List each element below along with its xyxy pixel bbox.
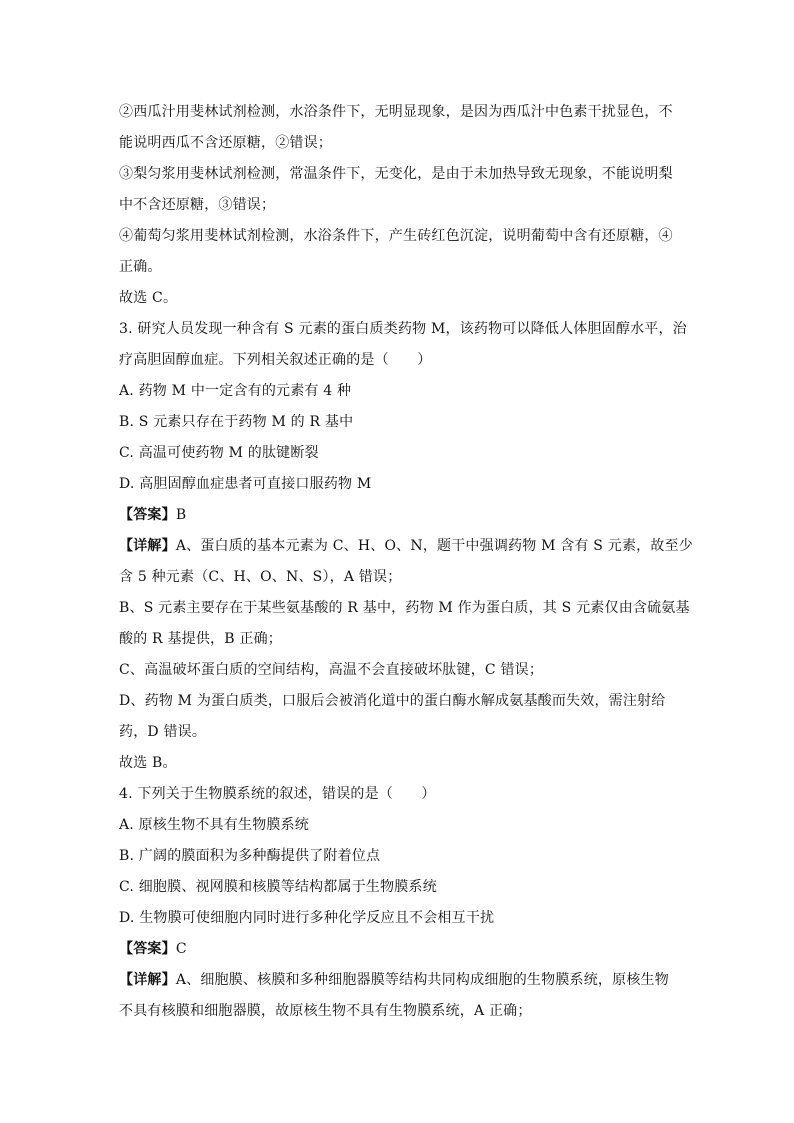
option-a: A. 药物 M 中一定含有的元素有 4 种 xyxy=(119,383,352,399)
text-line: ③梨匀浆用斐林试剂检测，常温条件下，无变化，是由于未加热导致无现象，不能说明梨 xyxy=(119,166,673,182)
text-line: 正确。 xyxy=(119,259,162,275)
explanation-line xyxy=(119,965,679,996)
answer-line xyxy=(119,500,679,531)
explanation-label: 【详解】 xyxy=(119,972,176,988)
explanation-text: A、蛋白质的基本元素为 C、H、O、N，题干中强调药物 M 含有 S 元素，故至少 xyxy=(175,538,693,554)
document-page xyxy=(119,97,693,1027)
option-b: B. 广阔的膜面积为多种酶提供了附着位点 xyxy=(119,848,381,864)
text-line: 中不含还原糖，③错误； xyxy=(119,197,276,213)
explanation-line xyxy=(119,531,693,562)
option-a: A. 原核生物不具有生物膜系统 xyxy=(119,817,310,833)
option-c: C. 细胞膜、视网膜和核膜等结构都属于生物膜系统 xyxy=(119,879,437,895)
option-b: B. S 元素只存在于药物 M 的 R 基中 xyxy=(119,414,354,430)
conclusion-line: 故选 B。 xyxy=(119,755,177,771)
answer-label: 【答案】 xyxy=(119,507,176,523)
option-d: D. 高胆固醇血症患者可直接口服药物 M xyxy=(119,476,372,492)
question-3-stem: 疗高胆固醇血症。下列相关叙述正确的是（ ） xyxy=(119,352,432,368)
answer-value: C xyxy=(175,941,187,957)
conclusion-line: 故选 C。 xyxy=(119,290,178,306)
text-line: C、高温破坏蛋白质的空间结构，高温不会直接破坏肽键，C 错误； xyxy=(119,662,544,678)
explanation-label: 【详解】 xyxy=(119,538,176,554)
question-3-stem: 3. 研究人员发现一种含有 S 元素的蛋白质类药物 M，该药物可以降低人体胆固醇水平，治 xyxy=(119,321,687,337)
option-c: C. 高温可使药物 M 的肽键断裂 xyxy=(119,445,319,461)
answer-line xyxy=(119,934,679,965)
answer-value: B xyxy=(175,507,187,523)
text-line: 不具有核膜和细胞器膜，故原核生物不具有生物膜系统，A 正确； xyxy=(119,1003,532,1019)
text-line: ②西瓜汁用斐林试剂检测，水浴条件下，无明显现象，是因为西瓜汁中色素干扰显色，不 xyxy=(119,104,673,120)
question-4-stem: 4. 下列关于生物膜系统的叙述，错误的是（ ） xyxy=(119,786,436,802)
text-line: 含 5 种元素（C、H、O、N、S），A 错误； xyxy=(119,569,402,585)
text-line: D、药物 M 为蛋白质类，口服后会被消化道中的蛋白酶水解成氨基酸而失效，需注射给 xyxy=(119,693,666,709)
text-line: 酸的 R 基提供，B 正确； xyxy=(119,631,282,647)
option-d: D. 生物膜可使细胞内同时进行多种化学反应且不会相互干扰 xyxy=(119,910,495,926)
explanation-text: A、细胞膜、核膜和多种细胞器膜等结构共同构成细胞的生物膜系统，原核生物 xyxy=(175,972,669,988)
text-line: 药，D 错误。 xyxy=(119,724,207,740)
text-line: 能说明西瓜不含还原糖，②错误； xyxy=(119,135,332,151)
text-line: ④葡萄匀浆用斐林试剂检测，水浴条件下，产生砖红色沉淀，说明葡萄中含有还原糖，④ xyxy=(119,228,673,244)
answer-label: 【答案】 xyxy=(119,941,176,957)
text-line: B、S 元素主要存在于某些氨基酸的 R 基中，药物 M 作为蛋白质，其 S 元素仅由含硫氨基 xyxy=(119,600,690,616)
